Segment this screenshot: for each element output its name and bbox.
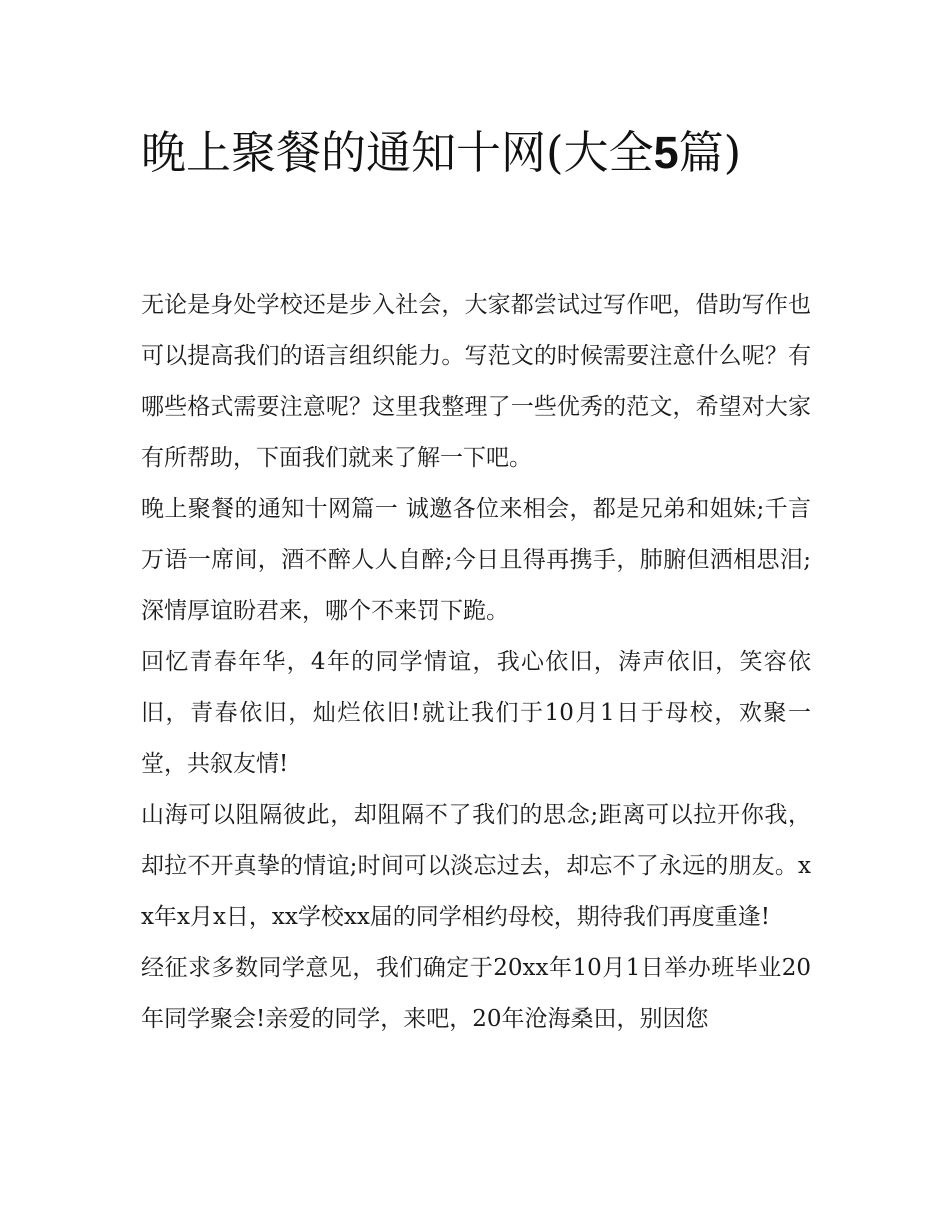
title-number: 5 [653,127,679,178]
paragraph-intro: 无论是身处学校还是步入社会，大家都尝试过写作吧，借助写作也可以提高我们的语言组织能力。写范文的时候需要注意什么呢？有哪些格式需要注意呢？这里我整理了一些优秀的范文，希望对大家有所帮助，下面我们就来了解一下吧。 [141,292,811,471]
document-title [141,116,811,190]
paragraph-reunion: 山海可以阻隔彼此，却阻隔不了我们的思念;距离可以拉开你我，却拉不开真挚的情谊;时间可以淡忘过去，却忘不了永远的朋友。xx年x月x日，xx学校xx届的同学相约母校，期待我们再度重逢! [141,802,811,930]
title-suffix: 篇) [678,126,742,179]
paragraph-invitation: 晚上聚餐的通知十网篇一 诚邀各位来相会，都是兄弟和姐妹;千言万语一席间，酒不醉人人自醉;今日且得再携手，肺腑但洒相思泪;深情厚谊盼君来，哪个不来罚下跪。 [141,496,811,624]
paragraph-memories: 回忆青春年华，4年的同学情谊，我心依旧，涛声依旧，笑容依旧，青春依旧，灿烂依旧!就让我们于10月1日于母校，欢聚一堂，共叙友情! [141,649,811,777]
paragraph-announcement: 经征求多数同学意见，我们确定于20xx年10月1日举办班毕业20年同学聚会!亲爱的同学，来吧，20年沧海桑田，别因您 [141,955,811,1032]
title-text: 晚上聚餐的通知十网(大全 [141,126,654,179]
document-body [141,280,811,1045]
